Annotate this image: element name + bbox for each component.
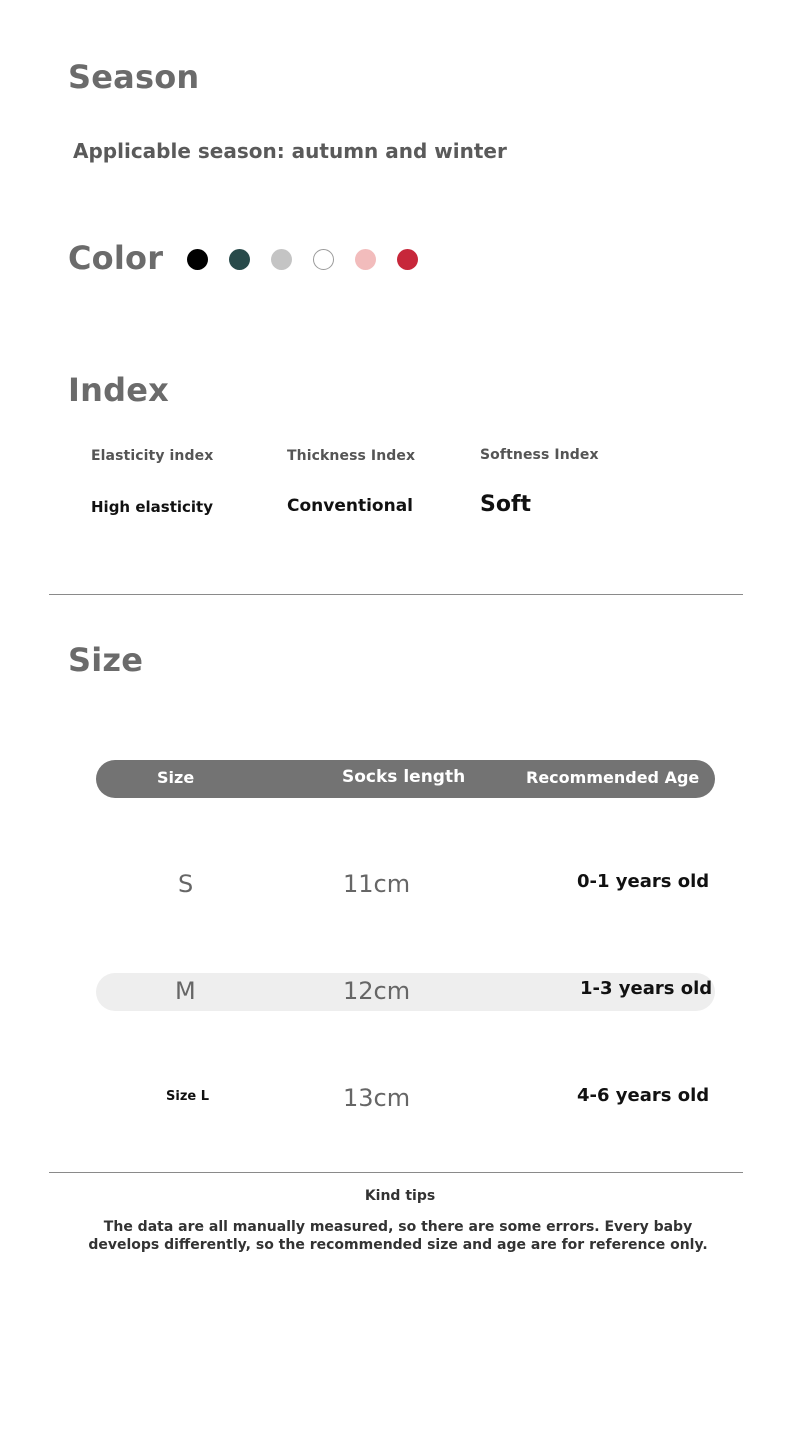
divider-bottom <box>49 1172 743 1173</box>
color-swatch-red-icon <box>397 249 418 270</box>
color-swatch-pink-icon <box>355 249 376 270</box>
softness-label: Softness Index <box>480 447 599 463</box>
row-l-length: 13cm <box>343 1084 411 1112</box>
season-text: Applicable season: autumn and winter <box>73 139 507 163</box>
size-title: Size <box>68 641 144 679</box>
color-swatch-gray-icon <box>271 249 292 270</box>
divider-top <box>49 594 743 595</box>
thickness-value: Conventional <box>287 496 414 516</box>
color-swatch-black-icon <box>187 249 208 270</box>
softness-value: Soft <box>480 492 532 517</box>
row-s-length: 11cm <box>343 870 411 898</box>
row-m-age: 1-3 years old <box>580 978 713 999</box>
row-l-age: 4-6 years old <box>577 1085 710 1106</box>
header-size: Size <box>157 768 195 787</box>
row-s-size: S <box>178 870 194 898</box>
header-socks-length: Socks length <box>342 767 466 787</box>
row-m-size: M <box>175 977 196 1005</box>
color-title: Color <box>68 239 164 277</box>
thickness-label: Thickness Index <box>287 448 416 464</box>
row-m-length: 12cm <box>343 977 411 1005</box>
elasticity-label: Elasticity index <box>91 448 214 464</box>
tips-title: Kind tips <box>364 1188 436 1204</box>
color-swatch-white-icon <box>313 249 334 270</box>
color-swatch-dark-green-icon <box>229 249 250 270</box>
season-title: Season <box>68 58 200 96</box>
header-recommended-age: Recommended Age <box>526 768 700 787</box>
row-s-age: 0-1 years old <box>577 871 710 892</box>
index-title: Index <box>68 371 169 409</box>
tips-text: The data are all manually measured, so there are some errors. Every baby develops differently, so the recommended size and age are for reference only. <box>88 1219 708 1253</box>
elasticity-value: High elasticity <box>91 498 213 516</box>
row-l-size: Size L <box>166 1089 210 1104</box>
